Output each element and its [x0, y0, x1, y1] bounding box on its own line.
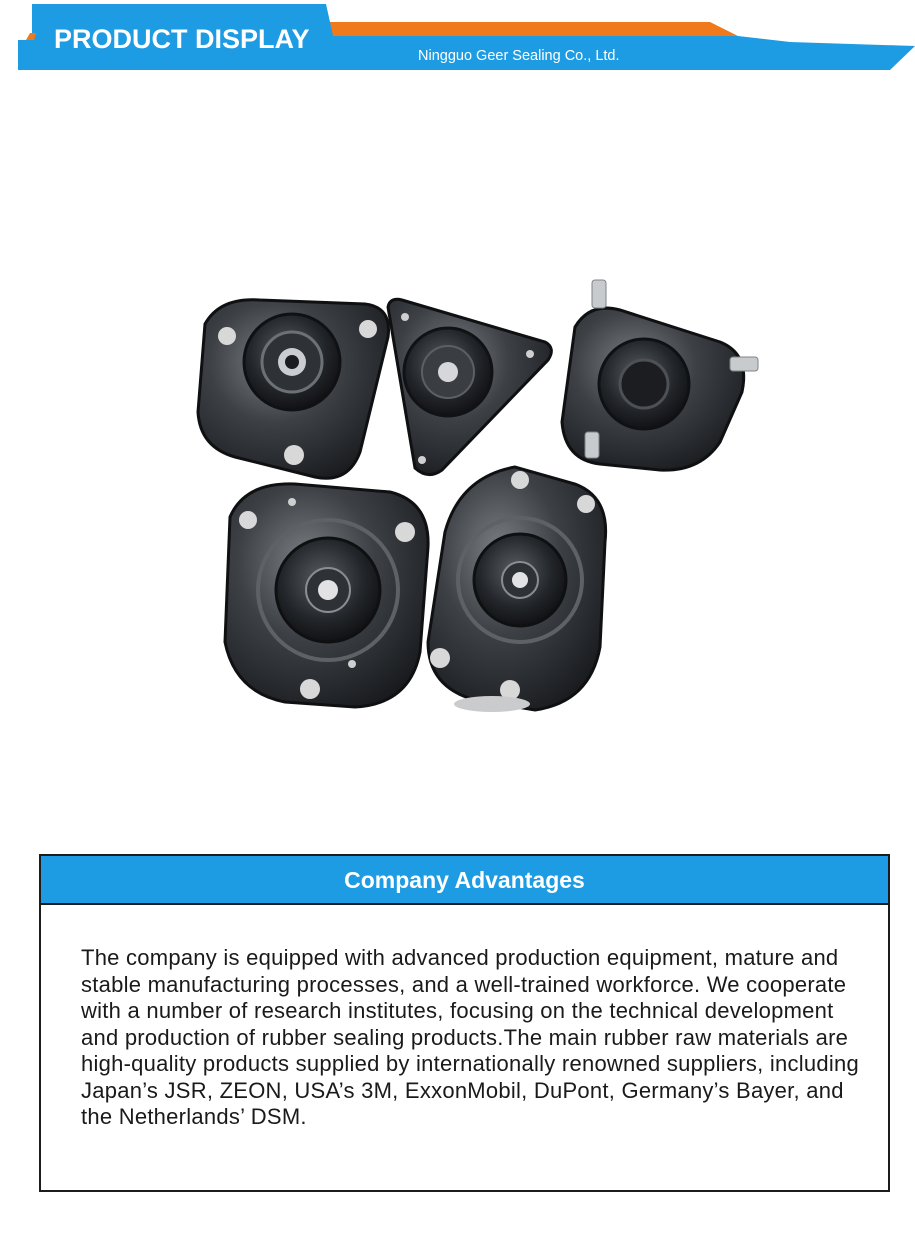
strut-mount-4	[225, 484, 428, 707]
page-title: PRODUCT DISPLAY	[54, 24, 310, 54]
product-photo	[30, 92, 885, 844]
advantages-header	[41, 856, 888, 905]
header-banner	[0, 0, 915, 80]
strut-mount-1	[198, 300, 389, 479]
advantages-body: The company is equipped with advanced production equipment, mature and stable manufacturing processes, and a well-trained workforce. We cooperate with a number of research institutes, focusing on the technical development and production of rubber sealing products.The main rubber raw materials are high-quality products supplied by internationally renowned suppliers, including Japan’s JSR, ZEON, USA’s 3M, ExxonMobil, DuPont, Germany’s Bayer, and the Netherlands’ DSM.	[81, 945, 859, 1129]
advantages-title: Company Advantages	[344, 867, 585, 893]
advantages-section	[39, 854, 890, 1192]
company-name: Ningguo Geer Sealing Co., Ltd.	[418, 48, 620, 64]
